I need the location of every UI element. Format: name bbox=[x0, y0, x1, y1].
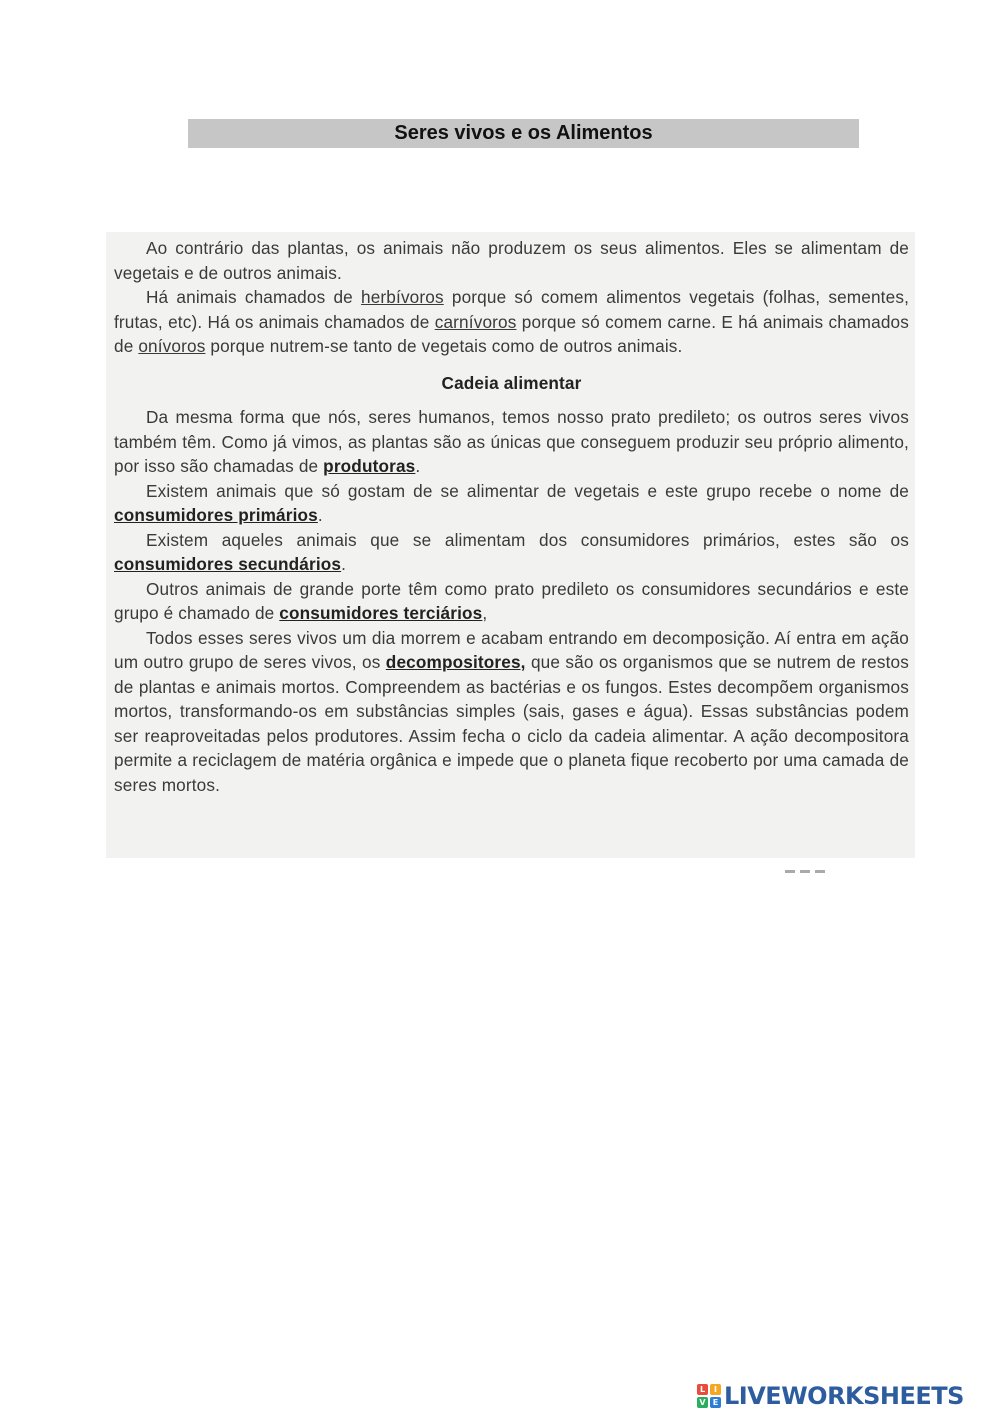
paragraph-producers: Da mesma forma que nós, seres humanos, temos nosso prato predileto; os outros seres vivos também têm. Como já vimos, as plantas são as únicas que conseguem produzir seu próprio alimento, por isso são chamadas de produtoras. bbox=[114, 407, 909, 476]
liveworksheets-logo bbox=[697, 1378, 964, 1414]
paragraph-diet-types: Há animais chamados de herbívoros porque só comem alimentos vegetais (folhas, sementes, frutas, etc). Há os animais chamados de carnívoros porque só comem carne. E há animais chamados de onívoros porque nutrem-se tanto de vegetais como de outros animais. bbox=[114, 287, 910, 356]
paragraph-primary-consumers: Existem animais que só gostam de se alimentar de vegetais e este grupo recebe o nome de consumidores primários. bbox=[114, 480, 909, 525]
paragraph-animals-food: Ao contrário das plantas, os animais não produzem os seus alimentos. Eles se alimentam de vegetais e de outros animais. bbox=[114, 238, 909, 283]
term-decompositores: decompositores, bbox=[385, 652, 526, 672]
section-heading: Cadeia alimentar bbox=[441, 372, 582, 393]
logo-tile-e: E bbox=[710, 1397, 721, 1408]
logo-tile-i: I bbox=[710, 1384, 721, 1395]
term-consumidores-secundarios: consumidores secundários bbox=[114, 554, 342, 574]
worksheet-title: Seres vivos e os Alimentos bbox=[188, 119, 859, 148]
logo-mark-icon bbox=[697, 1384, 721, 1408]
term-produtoras: produtoras bbox=[323, 456, 416, 476]
term-carnivoros: carnívoros bbox=[434, 311, 517, 332]
term-consumidores-primarios: consumidores primários bbox=[114, 505, 318, 525]
paragraph-tertiary-consumers: Outros animais de grande porte têm como prato predileto os consumidores secundários e este grupo é chamado de consumidores terciários, bbox=[114, 578, 909, 623]
term-onivoros: onívoros bbox=[138, 336, 206, 356]
term-herbivoros: herbívoros bbox=[361, 287, 444, 307]
term-consumidores-terciarios: consumidores terciários bbox=[279, 603, 483, 623]
logo-text: LIVEWORKSHEETS bbox=[724, 1382, 964, 1410]
paragraph-secondary-consumers: Existem aqueles animais que se alimentam dos consumidores primários, estes são os consumidores secundários. bbox=[114, 529, 909, 574]
cropped-text-fragment bbox=[785, 855, 845, 858]
logo-tile-v: V bbox=[697, 1397, 708, 1408]
logo-tile-l: L bbox=[697, 1384, 708, 1395]
scanned-text-image bbox=[106, 232, 915, 858]
paragraph-decomposers: Todos esses seres vivos um dia morrem e acabam entrando em decomposição. Aí entra em ação um outro grupo de seres vivos, os decompositores, que são os organismos que se nutrem de restos de plantas e animais mortos. Compreendem as bactérias e os fungos. Estes decompõem organismos mortos, transformando-os em substâncias simples (sais, gases e água). Essas substâncias podem ser reaproveitadas pelos produtores. Assim fecha o ciclo da cadeia alimentar. A ação decompositora permite a reciclagem de matéria orgânica e impede que o planeta fique recoberto por uma camada de seres mortos. bbox=[114, 627, 909, 795]
